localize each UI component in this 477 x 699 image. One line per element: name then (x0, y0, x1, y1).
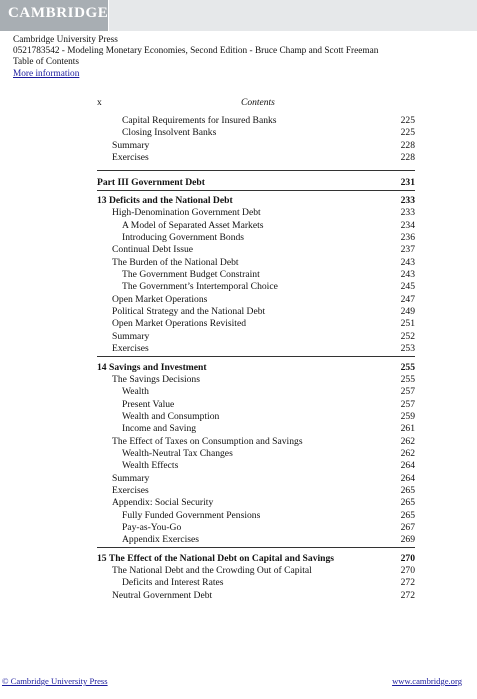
toc-entry-title: 15 The Effect of the National Debt on Capital and Savings (97, 553, 335, 564)
toc-entry-page: 243 (400, 257, 415, 268)
toc-entry-title: Open Market Operations (112, 294, 208, 305)
toc-entry-page: 231 (400, 177, 415, 188)
running-title: Contents (241, 98, 275, 108)
toc-entry-title: Exercises (112, 485, 149, 496)
toc-entry-page: 243 (400, 269, 415, 280)
toc-entry-page: 252 (400, 331, 415, 342)
section-divider (97, 356, 415, 357)
toc-entry-title: Summary (112, 331, 150, 342)
toc-entry-title: The Burden of the National Debt (112, 257, 239, 268)
toc-entry-page: 265 (400, 485, 415, 496)
toc-entry-title: Closing Insolvent Banks (122, 127, 217, 138)
toc-entry (0, 565, 415, 577)
toc-entry-page: 237 (400, 244, 415, 255)
publisher-line: Cambridge University Press (13, 35, 118, 45)
toc-entry-page: 228 (400, 140, 415, 151)
toc-entry (0, 423, 415, 435)
toc-entry-page: 233 (400, 207, 415, 218)
toc-entry (0, 553, 415, 565)
toc-entry-title: The Government’s Intertemporal Choice (122, 281, 278, 292)
toc-entry (0, 269, 415, 281)
toc-entry-page: 245 (400, 281, 415, 292)
toc-entry-page: 247 (400, 294, 415, 305)
toc-entry-title: Wealth Effects (122, 460, 179, 471)
toc-entry (0, 362, 415, 374)
page-header (0, 98, 477, 110)
toc-entry (0, 127, 415, 139)
toc-entry-page: 270 (400, 565, 415, 576)
toc-entry-title: A Model of Separated Asset Markets (122, 220, 264, 231)
book-line: 0521783542 - Modeling Monetary Economies, Second Edition - Bruce Champ and Scott Freeman (13, 46, 379, 57)
toc-entry (0, 220, 415, 232)
toc-entry (0, 436, 415, 448)
page-number: x (97, 98, 102, 108)
toc-entry-title: Deficits and Interest Rates (122, 577, 224, 588)
toc-entry (0, 374, 415, 386)
cambridge-logo (0, 0, 108, 31)
toc-entry (0, 522, 415, 534)
toc-entry (0, 152, 415, 164)
more-information-link[interactable]: More information (13, 68, 80, 79)
toc-entry-title: Pay-as-You-Go (122, 522, 182, 533)
toc-entry-page: 269 (400, 534, 415, 545)
toc-entry-page: 233 (400, 195, 415, 206)
section-divider (97, 170, 415, 171)
toc-entry-page: 257 (400, 399, 415, 410)
toc-entry-title: Political Strategy and the National Debt (112, 306, 266, 317)
toc-entry-page: 234 (400, 220, 415, 231)
toc-entry-title: Exercises (112, 343, 149, 354)
toc-entry (0, 257, 415, 269)
section-divider (97, 547, 415, 548)
toc-entry-page: 236 (400, 232, 415, 243)
toc-entry (0, 399, 415, 411)
toc-entry (0, 343, 415, 355)
toc-entry-title: The Government Budget Constraint (122, 269, 260, 280)
toc-entry (0, 207, 415, 219)
page-footer (0, 676, 477, 688)
toc-entry-title: Continual Debt Issue (112, 244, 194, 255)
toc-entry-page: 253 (400, 343, 415, 354)
toc-entry-title: Wealth-Neutral Tax Changes (122, 448, 233, 459)
toc-entry (0, 195, 415, 207)
toc-entry-title: The Savings Decisions (112, 374, 200, 385)
header-banner (0, 0, 477, 31)
toc-entry-title: Introducing Government Bonds (122, 232, 245, 243)
toc-entry (0, 244, 415, 256)
toc-entry-page: 270 (400, 553, 415, 564)
toc-entry-page: 265 (400, 510, 415, 521)
toc-entry (0, 411, 415, 423)
toc-entry-page: 255 (400, 362, 415, 373)
toc-entry-page: 255 (400, 374, 415, 385)
toc-entry-title: Wealth (122, 386, 149, 397)
toc-entry-title: Summary (112, 140, 150, 151)
section-line: Table of Contents (13, 57, 79, 68)
toc-entry-page: 261 (400, 423, 415, 434)
toc-entry-page: 262 (400, 436, 415, 447)
website-link[interactable]: www.cambridge.org (392, 676, 462, 686)
toc-entry (0, 232, 415, 244)
toc-entry (0, 510, 415, 522)
toc-entry-title: 14 Savings and Investment (97, 362, 207, 373)
toc-entry (0, 473, 415, 485)
toc-entry-page: 264 (400, 473, 415, 484)
toc-entry-title: High-Denomination Government Debt (112, 207, 261, 218)
toc-entry-title: Capital Requirements for Insured Banks (122, 115, 277, 126)
toc-entry (0, 306, 415, 318)
toc-entry (0, 140, 415, 152)
toc-entry-title: Part III Government Debt (97, 177, 205, 188)
toc-entry-title: Income and Saving (122, 423, 197, 434)
toc-entry (0, 577, 415, 589)
toc-entry-title: Exercises (112, 152, 149, 163)
toc-entry-page: 262 (400, 448, 415, 459)
toc-entry (0, 497, 415, 509)
toc-entry-page: 272 (400, 590, 415, 601)
toc-entry (0, 460, 415, 472)
toc-entry-page: 228 (400, 152, 415, 163)
logo-text: CAMBRIDGE (8, 5, 109, 21)
toc-entry-title: 13 Deficits and the National Debt (97, 195, 233, 206)
toc-entry-page: 249 (400, 306, 415, 317)
toc-entry-title: Present Value (122, 399, 175, 410)
toc-entry (0, 177, 415, 189)
toc-entry-title: Neutral Government Debt (112, 590, 213, 601)
toc-entry (0, 281, 415, 293)
banner-strip (108, 0, 477, 31)
document-meta (13, 35, 378, 80)
toc-entry (0, 485, 415, 497)
toc-entry-title: Open Market Operations Revisited (112, 318, 247, 329)
toc-entry (0, 115, 415, 127)
toc-entry (0, 448, 415, 460)
toc-entry-title: Appendix: Social Security (112, 497, 214, 508)
copyright-link[interactable]: © Cambridge University Press (2, 676, 108, 686)
toc-entry-page: 257 (400, 386, 415, 397)
toc-entry-page: 265 (400, 497, 415, 508)
toc-entry-page: 225 (400, 127, 415, 138)
toc-entry-title: Summary (112, 473, 150, 484)
toc-entry (0, 294, 415, 306)
toc-entry (0, 331, 415, 343)
section-divider (97, 190, 415, 191)
toc-entry-title: The Effect of Taxes on Consumption and Savings (112, 436, 303, 447)
toc-entry-page: 259 (400, 411, 415, 422)
toc-entry-title: Appendix Exercises (122, 534, 199, 545)
toc-entry-page: 225 (400, 115, 415, 126)
toc-entry-title: Fully Funded Government Pensions (122, 510, 261, 521)
toc-entry-title: Wealth and Consumption (122, 411, 220, 422)
toc-entry-title: The National Debt and the Crowding Out of Capital (112, 565, 312, 576)
toc-entry-page: 264 (400, 460, 415, 471)
toc-entry (0, 590, 415, 602)
toc-entry-page: 267 (400, 522, 415, 533)
toc-entry (0, 318, 415, 330)
toc-entry-page: 251 (400, 318, 415, 329)
toc-entry (0, 534, 415, 546)
toc-entry (0, 386, 415, 398)
toc-entry-page: 272 (400, 577, 415, 588)
